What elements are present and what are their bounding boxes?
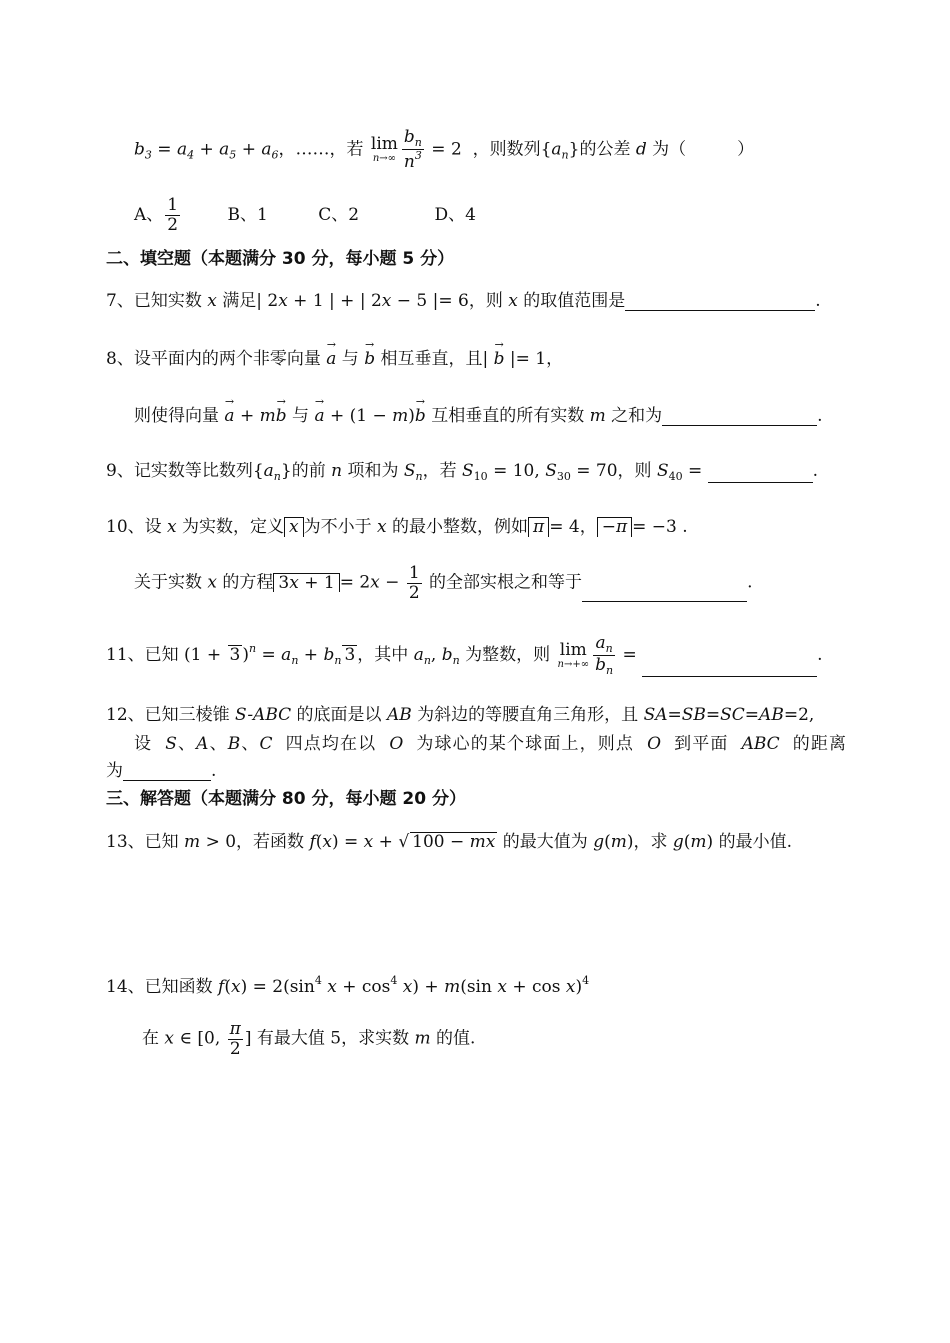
q8-line1: 8、设平面内的两个非零向量 → a 与 → b 相互垂直，且| → b |= 1， xyxy=(106,350,563,369)
q12-line2: 设 S、A、B、C 四点均在以 O 为球心的某个球面上，则点 O 到平面 ABC 的距离 xyxy=(134,734,847,754)
q14-line2: 在 x ∈ [0, $\frac{\pi}{2}$ ] 有最大值 5，求实数 m 的值. xyxy=(142,1019,476,1059)
q10-line2: 关于实数 x 的方程 3x + 1 = 2x − $\frac{1}{2}$ 的全部实根之和等于 . xyxy=(134,563,753,603)
q9-answer-blank[interactable] xyxy=(708,466,813,483)
q13: 13、已知 m > 0，若函数 f(x) = x + √ 100 − mx 的最大值为 g(m)，求 g(m) 的最小值. xyxy=(106,832,792,852)
q7-answer-blank[interactable] xyxy=(625,294,815,311)
q10-line1: 10、设 x 为实数，定义 x 为不小于 x 的最小整数，例如 π = 4， −π = −3 . xyxy=(106,517,688,537)
q14-line1: 14、已知函数 $f(x) = 2(\sin^4$ $x + \cos^4 x) + m(\sin$ x + cos x)$^4$ xyxy=(106,974,590,997)
q11: 11、已知 (1 + 3 )$^n = a_n + b_n$ 3 ，其中 $a_n$, $b_n$ 为整数，则 lim n→+∞ $\frac{a_n}{b_n}$ = . xyxy=(106,633,823,678)
q9: 9、记实数等比数列$\{a_n\}$的前 n 项和为 $S_n$，若 $S_{10} = 10$, $S_{30} = 70$，则 $S_{40}$ = . xyxy=(106,461,819,483)
q7: 7、已知实数 x 满足| 2x + 1 | + | 2x − 5 |= 6，则 x 的取值范围是 . xyxy=(106,291,821,311)
q11-answer-blank[interactable] xyxy=(642,660,817,677)
q6-option-a: A、 $\frac{1}{2}$ xyxy=(134,195,179,235)
q12-line3: 为 . xyxy=(106,761,217,781)
section-2-title: 二、填空题（本题满分 30 分，每小题 5 分） xyxy=(106,249,455,269)
q12-answer-blank[interactable] xyxy=(123,764,211,781)
q8-line2: 则使得向量 → a + m→ b 与 → a + (1 − m)→ b 互相垂直的所有实数 m 之和为 . xyxy=(134,407,823,426)
q10-answer-blank[interactable] xyxy=(582,585,747,602)
q8-answer-blank[interactable] xyxy=(662,409,817,426)
section-3-title: 三、解答题（本题满分 80 分，每小题 20 分） xyxy=(106,789,466,809)
q6-option-b: B、1 xyxy=(227,204,268,225)
q12-line1: 12、已知三棱锥 S-ABC 的底面是以 AB 为斜边的等腰直角三角形，且 SA=SB=SC=AB=2, xyxy=(106,705,815,725)
q6-option-d: D、4 xyxy=(434,204,476,225)
q6-option-c: C、2 xyxy=(318,204,360,225)
q6-line: $b_3 = a_4 + a_5 + a_6$，……，若 lim n→∞ $\frac{b_n}{n^3}$ = 2 ，则数列$\{a_n\}$的公差 d 为（ ） xyxy=(134,127,755,173)
q6-options xyxy=(134,196,476,234)
